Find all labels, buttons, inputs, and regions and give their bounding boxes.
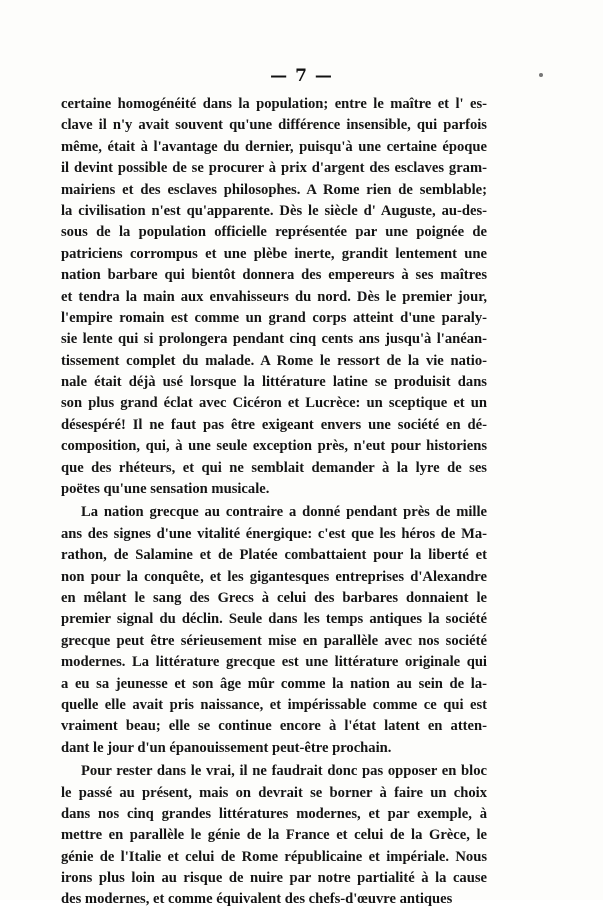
text-line: il devint possible de se procurer à prix d'argent des esclaves gram- (61, 160, 487, 177)
page-number: — 7 — (270, 66, 333, 86)
text-line: Pour rester dans le vrai, il ne faudrait donc pas opposer en bloc (81, 763, 487, 780)
text-line: que des rhéteurs, et qui ne semblait demander à la lyre de ses (61, 459, 487, 476)
text-line: la civilisation n'est qu'apparente. Dès le siècle d' Auguste, au-des- (61, 202, 487, 219)
text-line: patriciens corrompus et une plèbe inerte, grandit lentement une (61, 245, 487, 262)
text-line: ans des signes d'une vitalité énergique: c'est que les héros de Ma- (61, 525, 487, 542)
text-line: mettre en parallèle le génie de la France et celui de la Grèce, le (61, 827, 487, 844)
text-line: sous de la population officielle représentée par une poignée de (61, 224, 487, 241)
text-line: désespéré! Il ne faut pas être exigeant envers une société en dé- (61, 416, 487, 433)
text-line: modernes. La littérature grecque est une littérature originale qui (61, 654, 487, 671)
text-line: non pour la conquête, et les gigantesques entreprises d'Alexandre (61, 568, 487, 585)
text-line: poëtes qu'une sensation musicale. (61, 481, 270, 498)
text-line: l'empire romain est comme un grand corps atteint d'une paraly- (61, 309, 487, 326)
text-line: des modernes, et comme équivalent des chefs-d'œuvre antiques (61, 891, 453, 908)
text-line: son plus grand éclat avec Cicéron et Lucrèce: un sceptique et un (61, 395, 487, 412)
text-line: nale était déjà usé lorsque la littérature latine se produisit dans (61, 374, 487, 391)
text-line: vraiment beau; elle se continue encore à l'état latent en atten- (61, 718, 487, 735)
text-line: premier signal du déclin. Seule dans les temps antiques la société (61, 611, 487, 628)
text-line: La nation grecque au contraire a donné pendant près de mille (81, 504, 487, 521)
body-text (61, 94, 487, 911)
text-line: rathon, de Salamine et de Platée combattaient pour la liberté et (61, 547, 487, 564)
text-line: le passé au présent, mais on devrait se borner à faire un choix (61, 784, 487, 801)
text-line: grecque peut être sérieusement mise en parallèle avec nos société (61, 632, 487, 649)
paragraph-3 (61, 761, 487, 911)
text-line: dant le jour d'un épanouissement peut-être prochain. (61, 739, 392, 756)
text-line: clave il n'y avait souvent qu'une différence insensible, qui parfois (61, 117, 487, 134)
text-line: quelle elle avait pris naissance, et impérissable comme ce qui est (61, 696, 487, 713)
text-line: composition, qui, à une seule exception près, n'eut pour historiens (61, 438, 487, 455)
text-line: a eu sa jeunesse et son âge mûr comme la nation au sein de la- (61, 675, 487, 692)
text-line: irons plus loin au risque de nuire par notre partialité à la cause (61, 870, 487, 887)
text-line: mairiens et des esclaves philosophes. A Rome rien de semblable; (61, 181, 487, 198)
paragraph-2 (61, 502, 487, 759)
text-line: tissement complet du malade. A Rome le ressort de la vie natio- (61, 352, 487, 369)
text-line: nation barbare qui bientôt donnera des empereurs à ses maîtres (61, 267, 487, 284)
text-line: même, était à l'avantage du dernier, puisqu'à une certaine époque (61, 138, 487, 155)
text-line: sie lente qui si prolongera pendant cinq cents ans jusqu'à l'anéan- (61, 331, 487, 348)
text-line: et tendra la main aux envahisseurs du nord. Dès le premier jour, (61, 288, 487, 305)
text-line: en mêlant le sang des Grecs à celui des barbares donnaient le (61, 589, 487, 606)
text-line: dans nos cinq grandes littératures modernes, et par exemple, à (61, 805, 487, 822)
text-line: certaine homogénéité dans la population; entre le maître et l' es- (61, 96, 487, 112)
paragraph-1 (61, 94, 487, 500)
text-line: génie de l'Italie et celui de Rome républicaine et impériale. Nous (61, 848, 487, 865)
